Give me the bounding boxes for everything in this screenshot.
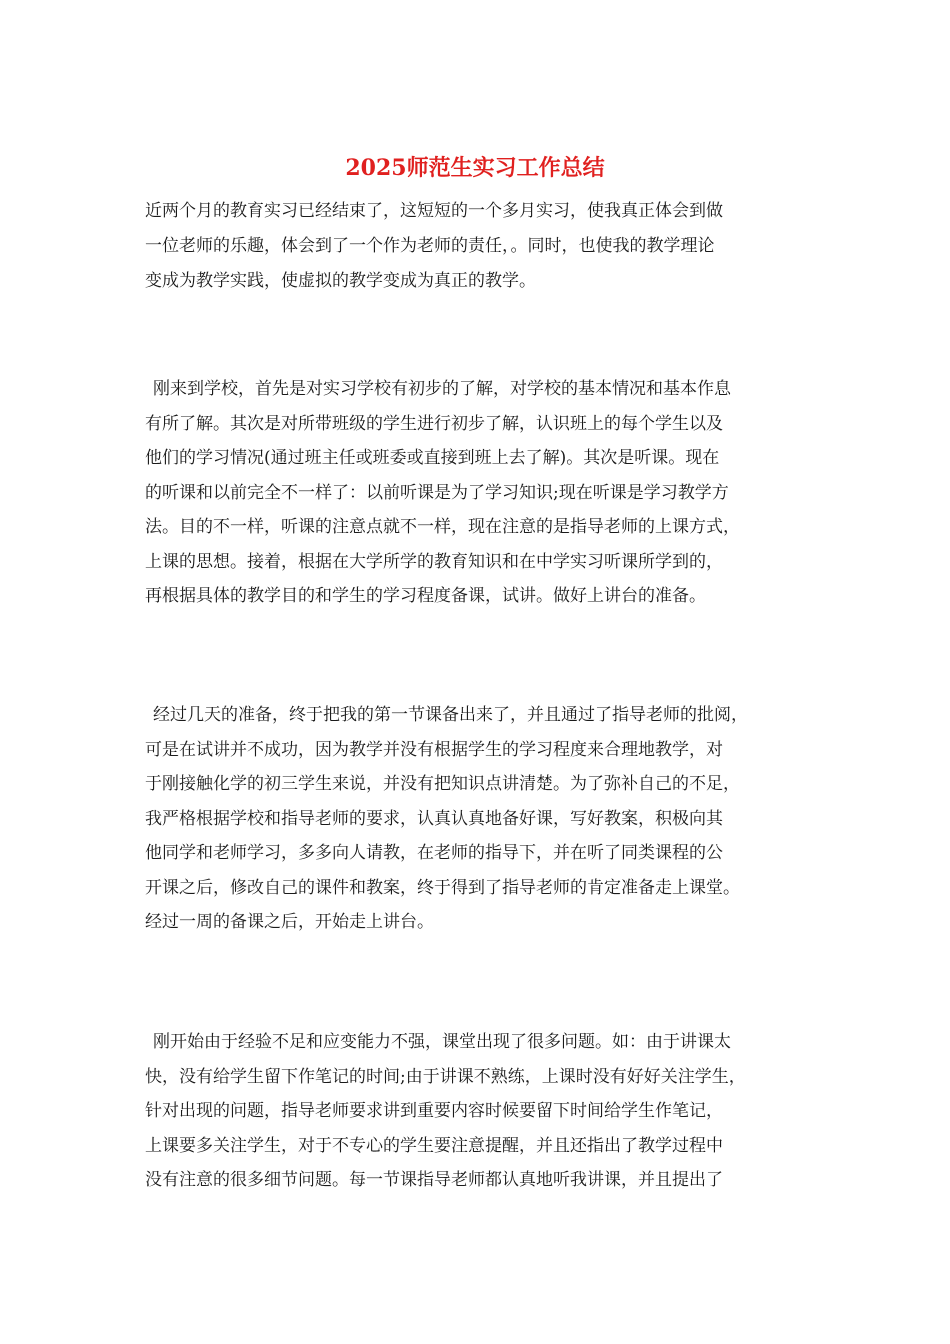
paragraph-line: 经过几天的准备，终于把我的第一节课备出来了，并且通过了指导老师的批阅， <box>153 705 748 725</box>
paragraph-2 <box>145 372 815 614</box>
paragraph-line: 可是在试讲并不成功，因为教学并没有根据学生的学习程度来合理地教学，对 <box>145 739 723 760</box>
paragraph-line: 上课的思想。接着，根据在大学所学的教育知识和在中学实习听课所学到的， <box>145 551 723 572</box>
paragraph-line: 我严格根据学校和指导老师的要求，认真认真地备好课，写好教案，积极向其 <box>145 808 723 829</box>
paragraph-line: 法。目的不一样，听课的注意点就不一样，现在注意的是指导老师的上课方式， <box>145 517 740 537</box>
paragraph-line: 近两个月的教育实习已经结束了，这短短的一个多月实习，使我真正体会到做 <box>145 201 723 221</box>
paragraph-line: 变成为教学实践，使虚拟的教学变成为真正的教学。 <box>145 271 536 291</box>
paragraph-line: 经过一周的备课之后，开始走上讲台。 <box>145 912 434 932</box>
paragraph-4 <box>145 1025 815 1198</box>
paragraph-line: 上课要多关注学生，对于不专心的学生要注意提醒，并且还指出了教学过程中 <box>145 1135 723 1156</box>
paragraph-line: 一位老师的乐趣，体会到了一个作为老师的责任，。同时，也使我的教学理论 <box>145 236 715 256</box>
paragraph-3 <box>145 698 815 940</box>
paragraph-line: 有所了解。其次是对所带班级的学生进行初步了解，认识班上的每个学生以及 <box>145 413 723 434</box>
paragraph-line: 没有注意的很多细节问题。每一节课指导老师都认真地听我讲课，并且提出了 <box>145 1170 723 1190</box>
document-title: 2025师范生实习工作总结 <box>345 155 605 181</box>
paragraph-1 <box>145 194 815 299</box>
paragraph-line: 他同学和老师学习，多多向人请教，在老师的指导下，并在听了同类课程的公 <box>145 843 723 863</box>
paragraph-line: 他们的学习情况(通过班主任或班委或直接到班上去了解)。其次是听课。现在 <box>145 448 720 468</box>
paragraph-line: 刚来到学校，首先是对实习学校有初步的了解，对学校的基本情况和基本作息 <box>153 379 731 399</box>
paragraph-line: 于刚接触化学的初三学生来说，并没有把知识点讲清楚。为了弥补自己的不足， <box>145 774 740 794</box>
paragraph-line: 再根据具体的教学目的和学生的学习程度备课，试讲。做好上讲台的准备。 <box>145 586 706 606</box>
paragraph-line: 开课之后，修改自己的课件和教案，终于得到了指导老师的肯定准备走上课堂。 <box>145 877 740 898</box>
paragraph-line: 刚开始由于经验不足和应变能力不强，课堂出现了很多问题。如：由于讲课太 <box>153 1032 731 1052</box>
paragraph-line: 的听课和以前完全不一样了：以前听课是为了学习知识;现在听课是学习教学方 <box>145 482 729 503</box>
paragraph-line: 针对出现的问题，指导老师要求讲到重要内容时候要留下时间给学生作笔记， <box>145 1101 723 1121</box>
paragraph-line: 快，没有给学生留下作笔记的时间;由于讲课不熟练，上课时没有好好关注学生， <box>145 1066 746 1087</box>
